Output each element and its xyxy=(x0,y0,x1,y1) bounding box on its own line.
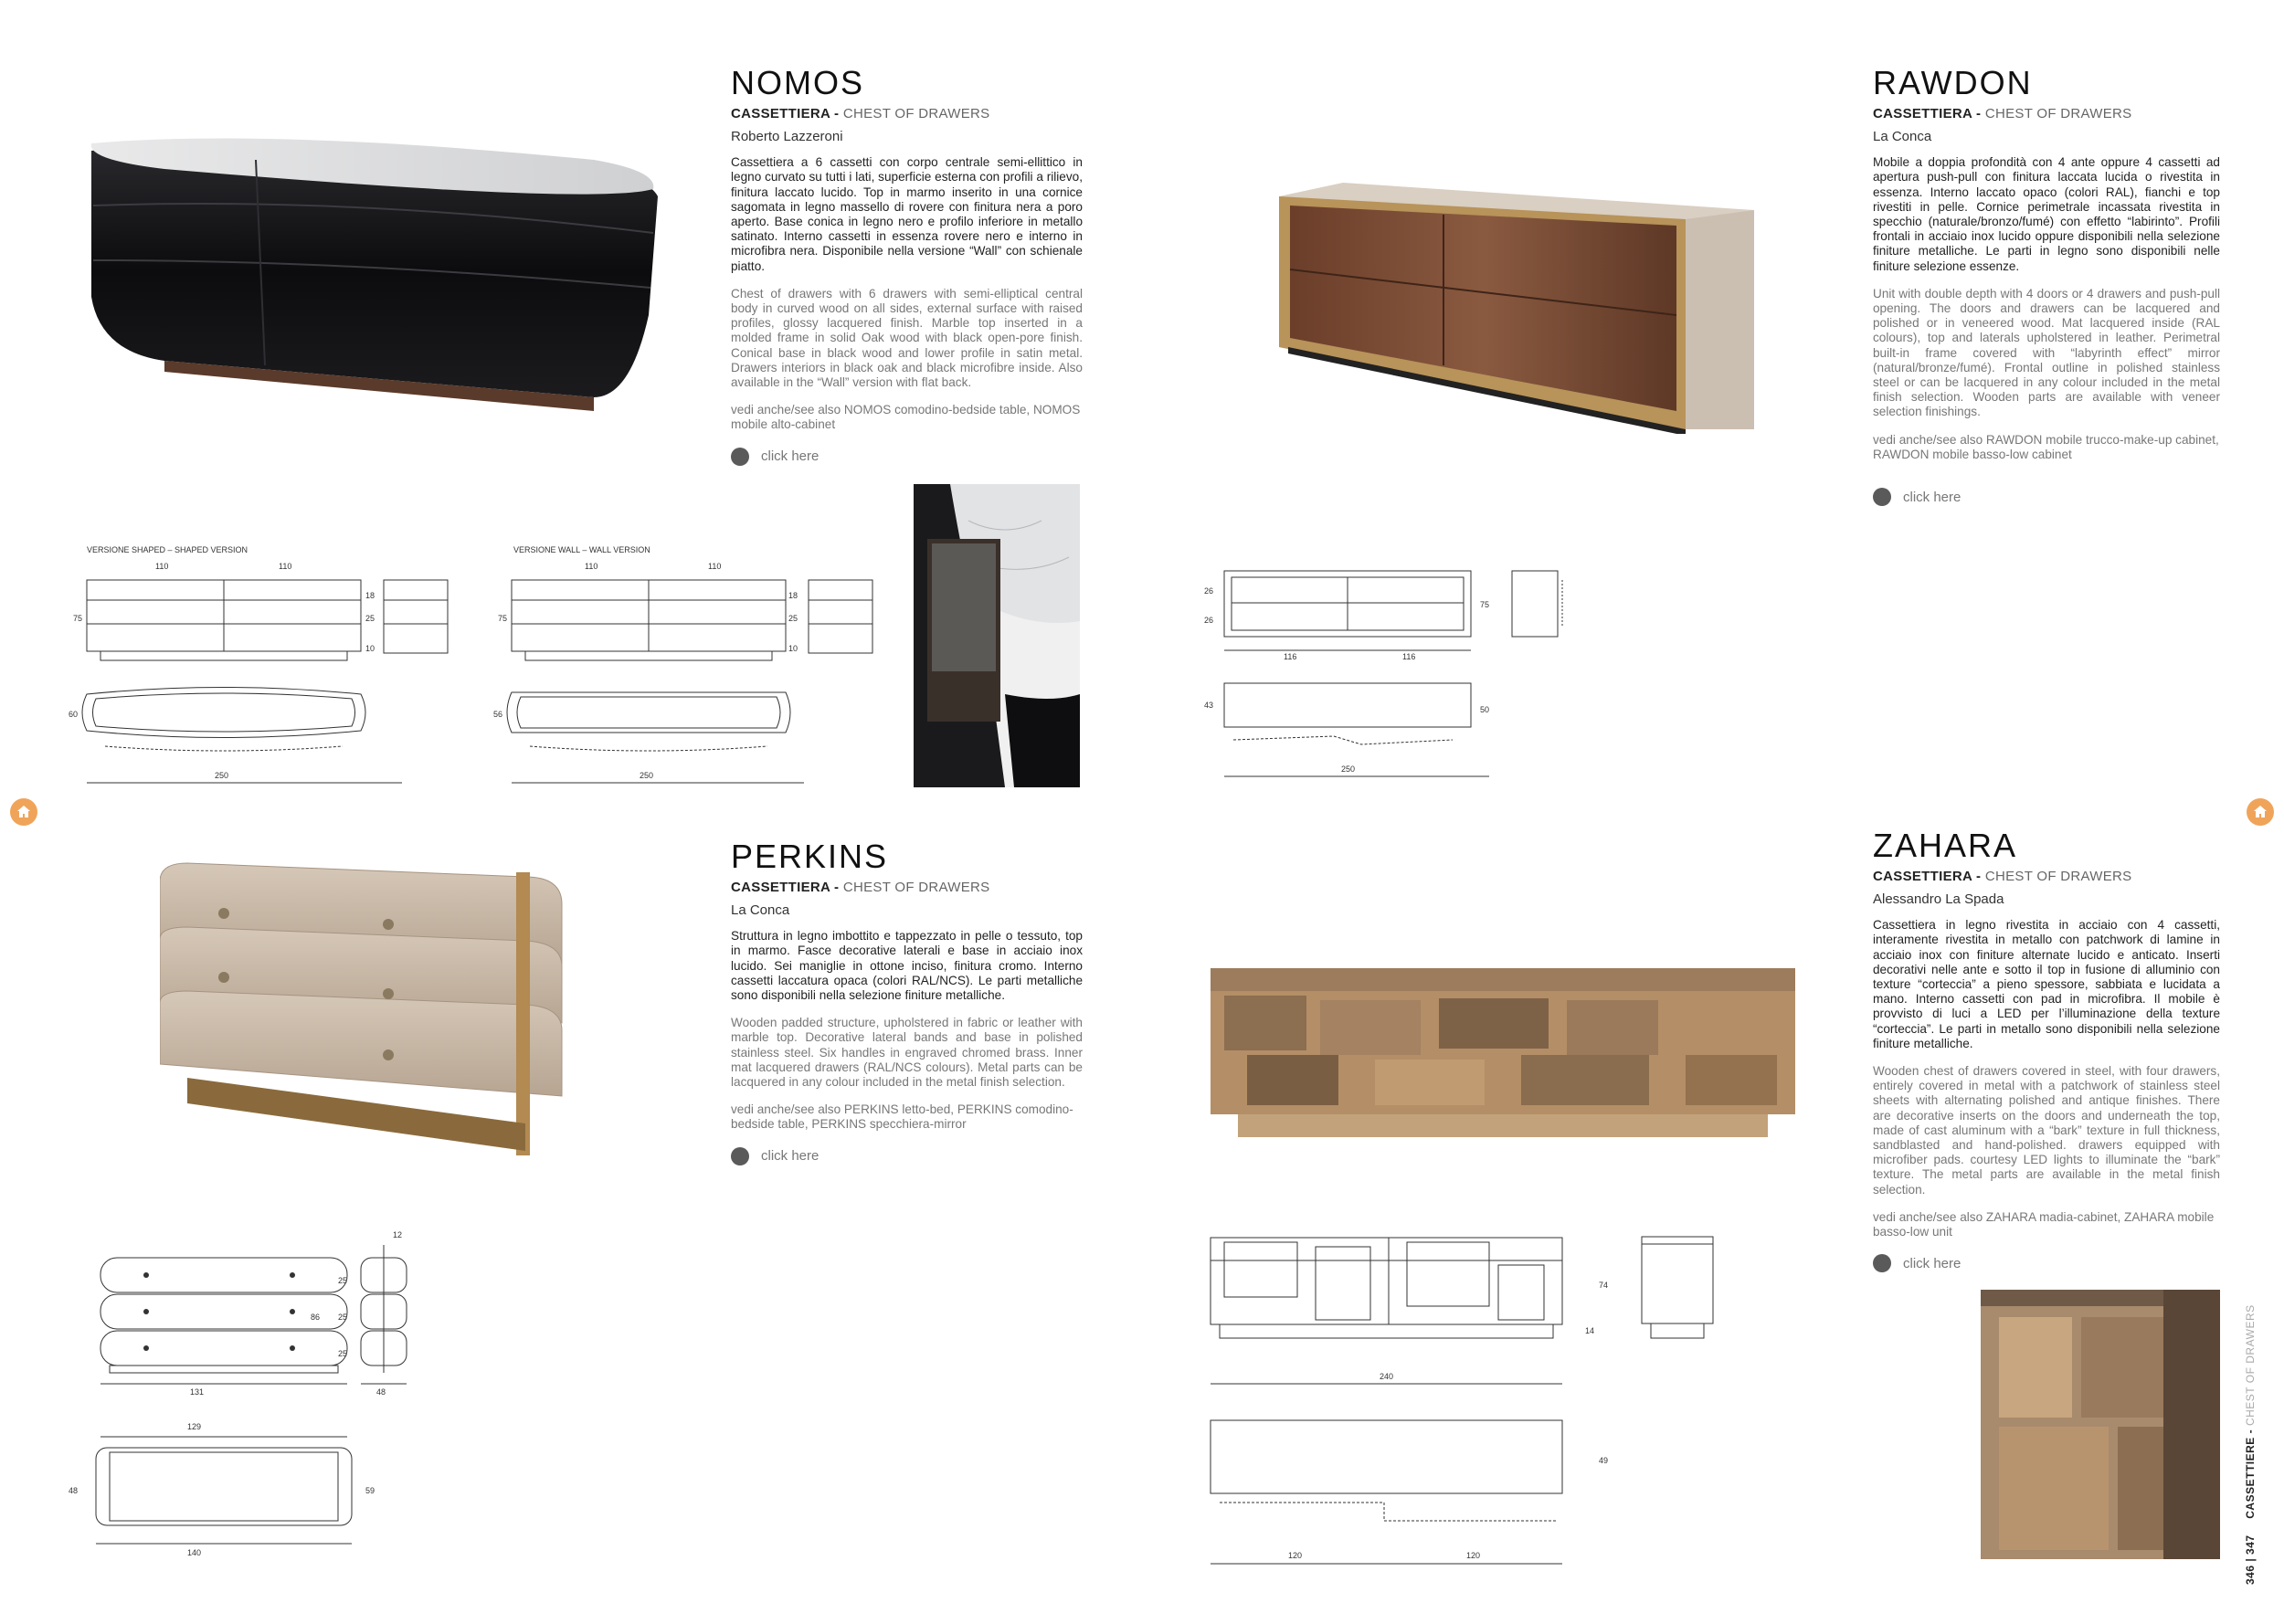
dim-label: 240 xyxy=(1380,1372,1394,1381)
dim-label: 43 xyxy=(1204,701,1214,710)
perkins-designer: La Conca xyxy=(731,902,790,919)
dim-label: 131 xyxy=(190,1387,205,1397)
perkins-click-label: click here xyxy=(761,1148,819,1165)
dim-label: 110 xyxy=(585,562,598,571)
nomos-text-block xyxy=(731,64,1083,466)
zahara-technical-drawing xyxy=(1197,1224,1635,1571)
rawdon-text-block xyxy=(1873,64,2220,506)
bullet-icon xyxy=(1873,488,1891,506)
perkins-see-also: vedi anche/see also PERKINS letto-bed, PERKINS comodino-bedside table, PERKINS specchiera-mirror xyxy=(731,1102,1073,1132)
dim-label: 49 xyxy=(1599,1456,1609,1465)
dim-label: 25 xyxy=(788,614,798,623)
dim-label: 18 xyxy=(788,591,798,600)
dim-label: 75 xyxy=(498,614,508,623)
perkins-description-it: Struttura in legno imbottito e tappezzato in pelle o tessuto, top in marmo. Fasce decorative laterali e base in acciaio inox lucido. Sei maniglie in ottone inciso, finitura cromo. Interno cassetti laccatura opaca (colori RAL/NCS). Le parti metalliche sono disponibili nella selezione finiture metalliche. xyxy=(731,929,1083,1003)
dim-label: 120 xyxy=(1288,1551,1303,1560)
rawdon-click-here-link[interactable] xyxy=(1873,488,2220,506)
zahara-detail-photo xyxy=(1981,1290,2220,1559)
nomos-description-it: Cassettiera a 6 cassetti con corpo centrale semi-ellittico in legno curvato su tutti i lati, superficie esterna con profili a rilievo, finitura laccato lucido. Top in marmo inserito in una cornice sagomata in legno massello di rovere con finitura nera a poro aperto. Base conica in legno nero e profilo inferiore in metallo satinato. Interno cassetti in essenza rovere nero e interno in microfibra nera. Disponibile nella versione “Wall” con schienale piatto. xyxy=(731,155,1083,273)
perkins-text-block xyxy=(731,838,1083,1165)
dim-label: 14 xyxy=(1585,1326,1595,1335)
rawdon-category-en: CHEST OF DRAWERS xyxy=(1984,106,2132,121)
perkins-description-en: Wooden padded structure, upholstered in fabric or leather with marble top. Decorative lateral bands and base in polished stainless steel. Six handles in engraved chromed brass. Inner mat lacquered drawers (RAL/NCS colours). Metal parts can be lacquered in any colour included in the metal finish selection. xyxy=(731,1016,1083,1090)
zahara-designer: Alessandro La Spada xyxy=(1873,891,2004,908)
dim-label: 48 xyxy=(376,1387,386,1397)
dim-label: 59 xyxy=(365,1486,375,1495)
dim-label: 48 xyxy=(69,1486,79,1495)
dim-label: 110 xyxy=(155,562,169,571)
perkins-category xyxy=(731,880,1083,895)
perkins-technical-drawing xyxy=(55,1229,466,1562)
home-button-right[interactable] xyxy=(2247,798,2274,826)
page-sidebar-label xyxy=(2244,1304,2257,1585)
zahara-category-en: CHEST OF DRAWERS xyxy=(1984,869,2132,884)
perkins-category-en: CHEST OF DRAWERS xyxy=(842,880,990,895)
dim-label: 74 xyxy=(1599,1281,1609,1290)
rawdon-category xyxy=(1873,106,2220,121)
dim-label: 26 xyxy=(1204,586,1214,596)
nomos-category xyxy=(731,106,1083,121)
nomos-designer: Roberto Lazzeroni xyxy=(731,129,843,145)
home-icon xyxy=(16,804,32,820)
dim-label: 18 xyxy=(365,591,375,600)
perkins-title: PERKINS xyxy=(731,838,889,875)
dim-label: 140 xyxy=(187,1548,202,1557)
zahara-description-it: Cassettiera in legno rivestita in acciaio con 4 cassetti, interamente rivestita in metallo con patchwork di lamine in acciaio inox con finiture alternate lucido e anticato. Inserti decorativi nelle ante e sotto il top in fusione di alluminio con texture “corteccia” a pieno spessore, sabbiata e lucidata a mano. Interno cassetti con pad in microfibra. Il mobile è provvisto di luci a LED per l’illuminazione della texture “corteccia”. Le parti in metallo sono disponibili nella selezione finiture metalliche. xyxy=(1873,918,2220,1050)
home-button-left[interactable] xyxy=(10,798,37,826)
rawdon-see-also: vedi anche/see also RAWDON mobile trucco-make-up cabinet, RAWDON mobile basso-low cabinet xyxy=(1873,432,2219,461)
zahara-see-also: vedi anche/see also ZAHARA madia-cabinet, ZAHARA mobile basso-low unit xyxy=(1873,1209,2215,1239)
nomos-title: NOMOS xyxy=(731,64,865,101)
sidebar-category-en: CHEST OF DRAWERS xyxy=(2244,1304,2257,1427)
dim-label: 116 xyxy=(1402,652,1416,661)
sidebar-category-it: CASSETTIERE - xyxy=(2244,1426,2257,1519)
nomos-click-label: click here xyxy=(761,448,819,465)
zahara-click-label: click here xyxy=(1903,1255,1961,1271)
nomos-wall-label: VERSIONE WALL – WALL VERSION xyxy=(513,545,650,554)
rawdon-title: RAWDON xyxy=(1873,64,2033,101)
nomos-click-here-link[interactable] xyxy=(731,448,1083,466)
zahara-description-en: Wooden chest of drawers covered in steel, with four drawers, entirely covered in metal with a patchwork of stainless steel sheets with alternating polished and antique finishes. There are decorative inserts on the doors and underneath the top, made of cast aluminum with a “bark” texture in full thickness, sandblasted and hand-polished. drawers equipped with microfiber pads. courtesy LED lights to illuminate the “bark” texture. The metal parts are available in the metal finish selection. xyxy=(1873,1064,2220,1197)
perkins-category-it: CASSETTIERA - xyxy=(731,880,843,895)
dim-label: 120 xyxy=(1466,1551,1481,1560)
dim-label: 129 xyxy=(187,1422,202,1431)
nomos-category-it: CASSETTIERA - xyxy=(731,106,843,121)
dim-label: 250 xyxy=(640,771,654,780)
rawdon-click-label: click here xyxy=(1903,489,1961,505)
zahara-category-it: CASSETTIERA - xyxy=(1873,869,1985,884)
dim-label: 10 xyxy=(365,644,375,653)
zahara-click-here-link[interactable] xyxy=(1873,1254,2220,1272)
rawdon-designer: La Conca xyxy=(1873,129,1932,145)
bullet-icon xyxy=(731,1147,749,1165)
dim-label: 250 xyxy=(215,771,229,780)
home-icon xyxy=(2252,804,2268,820)
dim-label: 25 xyxy=(338,1276,348,1285)
nomos-detail-photo xyxy=(914,484,1080,787)
rawdon-description-en: Unit with double depth with 4 doors or 4 drawers and push-pull opening. The doors and drawers can be lacquered and polished or in veneered wood. Mat lacquered inside (RAL colours), top and laterals upholstered in leather. Perimetral built-in frame covered with “labyrinth effect” mirror (natural/bronze/fumé). Frontal outline in polished stainless steel or can be lacquered in any colour included in the metal finish selection. Wooden parts are available with veneer selection finishings. xyxy=(1873,286,2220,419)
dim-label: 110 xyxy=(279,562,292,571)
rawdon-description-it: Mobile a doppia profondità con 4 ante oppure 4 cassetti ad apertura push-pull con finitura laccata lucida o rivestita in essenza. Interno laccato opaco (colori RAL), fianchi e top rivestiti in pelle. Cornice perimetrale incassata rivestita in specchio (naturale/bronzo/fumé) con effetto “labirinto”. Profili frontali in acciaio inox lucido oppure disponibili nella selezione finiture metalliche. Le parti in legno sono disponibili nelle finiture selezione essenze. xyxy=(1873,155,2220,273)
dim-label: 75 xyxy=(1480,600,1490,609)
rawdon-technical-drawing xyxy=(1197,566,1617,786)
zahara-side-drawing xyxy=(1640,1235,1718,1354)
dim-label: 250 xyxy=(1341,765,1356,774)
dim-label: 56 xyxy=(493,710,503,719)
nomos-technical-drawing-shaped xyxy=(64,543,484,790)
perkins-click-here-link[interactable] xyxy=(731,1147,1083,1165)
nomos-description-en: Chest of drawers with 6 drawers with semi-elliptical central body in curved wood on all sides, external surface with raised profiles, glossy lacquered finish. Marble top inserted in a molded frame in solid Oak wood with black open-pore finish. Conical base in black wood and lower profile in satin metal. Drawers interiors in black oak and black microfibre inside. Also available in the “Wall” version with flat back. xyxy=(731,286,1083,390)
bullet-icon xyxy=(731,448,749,466)
dim-label: 50 xyxy=(1480,705,1490,714)
nomos-product-photo xyxy=(82,132,667,429)
dim-label: 60 xyxy=(69,710,79,719)
dim-label: 110 xyxy=(708,562,722,571)
perkins-product-photo xyxy=(160,859,580,1178)
zahara-text-block xyxy=(1873,827,2220,1272)
nomos-shaped-label: VERSIONE SHAPED – SHAPED VERSION xyxy=(87,545,248,554)
dim-label: 25 xyxy=(365,614,375,623)
dim-label: 86 xyxy=(311,1313,321,1322)
nomos-technical-drawing-wall xyxy=(493,543,914,790)
page-numbers: 346 | 347 xyxy=(2244,1534,2257,1585)
bullet-icon xyxy=(1873,1254,1891,1272)
dim-label: 75 xyxy=(73,614,83,623)
rawdon-category-it: CASSETTIERA - xyxy=(1873,106,1985,121)
rawdon-product-photo xyxy=(1270,178,1763,434)
dim-label: 25 xyxy=(338,1349,348,1358)
zahara-title: ZAHARA xyxy=(1873,827,2018,864)
nomos-see-also: vedi anche/see also NOMOS comodino-bedside table, NOMOS mobile alto-cabinet xyxy=(731,403,1081,432)
dim-label: 116 xyxy=(1284,652,1297,661)
dim-label: 25 xyxy=(338,1313,348,1322)
zahara-category xyxy=(1873,869,2220,884)
dim-label: 12 xyxy=(393,1230,403,1239)
dim-label: 26 xyxy=(1204,616,1214,625)
nomos-category-en: CHEST OF DRAWERS xyxy=(842,106,990,121)
zahara-product-photo xyxy=(1192,964,1813,1146)
dim-label: 10 xyxy=(788,644,798,653)
